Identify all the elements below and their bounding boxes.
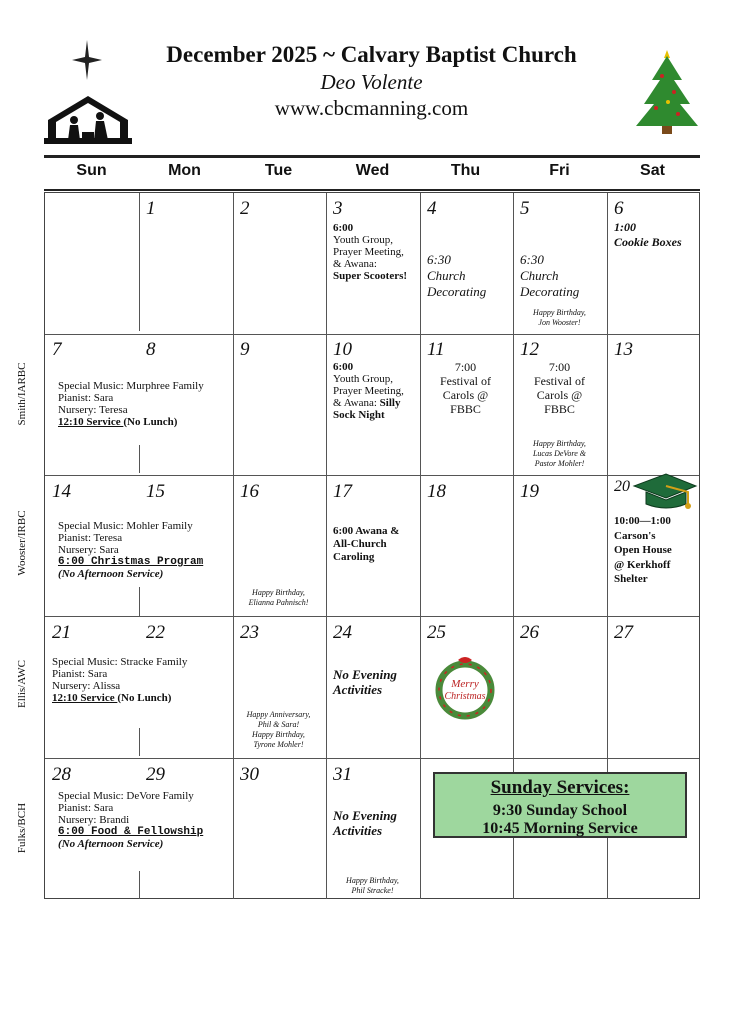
date-6: 6 (614, 198, 624, 219)
date-28: 28 (52, 764, 71, 785)
sunday-info-dec21: Special Music: Stracke Family Pianist: Sara Nursery: Alissa 12:10 Service (No Lunch) (52, 656, 188, 704)
date-5: 5 (520, 198, 530, 219)
event-dec5: 6:30 Church Decorating (520, 252, 580, 299)
date-13: 13 (614, 339, 633, 360)
sunday-info-dec28: Special Music: DeVore Family Pianist: Sara Nursery: Brandi 6:00 Food & Fellowship (No Afternoon Service) (58, 790, 204, 850)
date-24: 24 (333, 622, 352, 643)
date-29: 29 (146, 764, 165, 785)
date-31: 31 (333, 764, 352, 785)
date-15: 15 (146, 481, 165, 502)
date-19: 19 (520, 481, 539, 502)
date-11: 11 (427, 339, 445, 360)
date-10: 10 (333, 339, 352, 360)
birthday-dec12: Happy Birthday, Lucas DeVore & Pastor Mohler! (532, 439, 587, 468)
sunday-info-dec7: Special Music: Murphree Family Pianist: Sara Nursery: Teresa 12:10 Service (No Lunch) (58, 380, 204, 428)
date-26: 26 (520, 622, 539, 643)
day-header-thu: Thu (450, 162, 481, 179)
date-25: 25 (427, 622, 446, 643)
header-divider (44, 155, 700, 158)
date-27: 27 (614, 622, 633, 643)
event-dec31: No Evening Activities (333, 808, 397, 838)
event-dec20: 10:00—1:00 Carson's Open House @ Kerkhoff Shelter (614, 515, 672, 585)
event-dec17: 6:00 Awana & All-Church Caroling (333, 525, 400, 563)
day-header-wed: Wed (355, 162, 390, 179)
date-22: 22 (146, 622, 165, 643)
date-1: 1 (146, 198, 156, 219)
svg-text:Christmas: Christmas (444, 691, 486, 702)
date-21: 21 (52, 622, 71, 643)
event-dec3: 6:00 Youth Group, Prayer Meeting, & Awana: Super Scooters! (333, 222, 408, 282)
motto: Deo Volente (320, 70, 423, 94)
date-30: 30 (240, 764, 259, 785)
date-14: 14 (52, 481, 71, 502)
date-8: 8 (146, 339, 156, 360)
date-12: 12 (520, 339, 539, 360)
event-dec10: 6:00 Youth Group, Prayer Meeting, & Awana: Silly Sock Night (333, 361, 404, 421)
event-dec12: 7:00 Festival of Carols @ FBBC (534, 360, 585, 416)
side-label-week3: Wooster/IRBC (16, 510, 28, 576)
date-18: 18 (427, 481, 446, 502)
event-dec11: 7:00 Festival of Carols @ FBBC (440, 360, 491, 416)
event-dec4: 6:30 Church Decorating (427, 252, 487, 299)
date-2: 2 (240, 198, 250, 219)
date-23: 23 (240, 622, 259, 643)
date-3: 3 (333, 198, 343, 219)
sunday-services-box: Sunday Services: 9:30 Sunday School 10:45 Morning Service (433, 772, 687, 838)
side-label-week2: Smith/IARBC (16, 362, 28, 426)
date-17: 17 (333, 481, 352, 502)
day-header-fri: Fri (549, 162, 570, 179)
page-title: December 2025 ~ Calvary Baptist Church (166, 42, 577, 67)
sunday-info-dec14: Special Music: Mohler Family Pianist: Teresa Nursery: Sara 6:00 Christmas Program (No Afternoon Service) (58, 520, 204, 580)
birthday-dec16: Happy Birthday, Elianna Pahnisch! (248, 588, 309, 607)
date-16: 16 (240, 481, 259, 502)
day-header-sun: Sun (76, 162, 107, 179)
birthday-dec5: Happy Birthday, Jon Wooster! (533, 308, 586, 327)
date-4: 4 (427, 198, 437, 219)
side-label-week5: Fulks/BCH (16, 802, 28, 854)
svg-text:Merry: Merry (451, 678, 479, 690)
weekday-divider (44, 189, 700, 191)
anniversary-dec23: Happy Anniversary, Phil & Sara! Happy Birthday, Tyrone Mohler! (246, 710, 311, 749)
side-label-week4: Ellis/AWC (16, 660, 28, 709)
day-header-mon: Mon (168, 162, 201, 179)
event-dec24: No Evening Activities (333, 667, 397, 697)
date-9: 9 (240, 339, 250, 360)
date-7: 7 (52, 339, 62, 360)
day-header-tue: Tue (264, 162, 293, 179)
date-20: 20 (614, 478, 630, 495)
graduation-cap-icon (632, 470, 698, 514)
event-dec6: 1:00 Cookie Boxes (614, 220, 682, 249)
birthday-dec31: Happy Birthday, Phil Stracke! (346, 876, 399, 895)
wreath-icon (430, 654, 500, 720)
day-header-sat: Sat (640, 162, 665, 179)
website-link[interactable]: www.cbcmanning.com (274, 96, 469, 120)
